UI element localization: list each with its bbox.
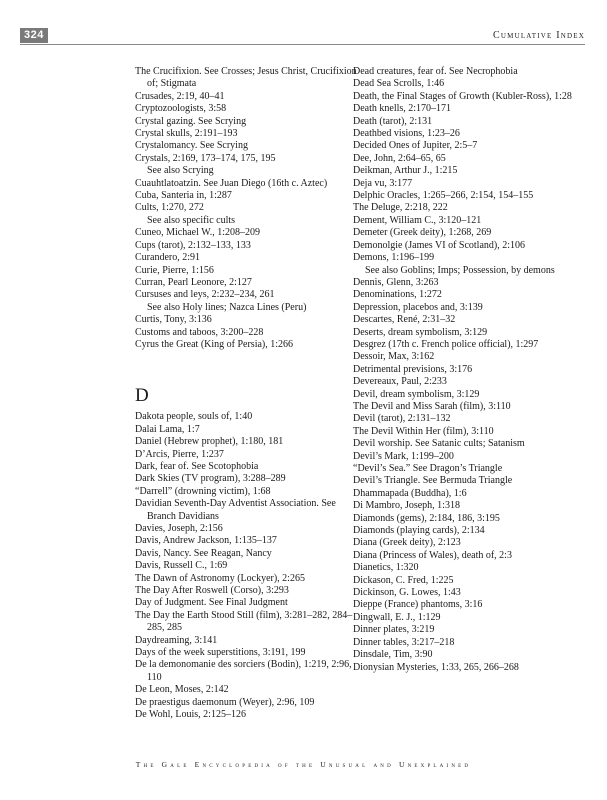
- index-entry: Demons, 1:196–199: [353, 252, 435, 264]
- index-entry: Crystal gazing. See Scrying: [135, 115, 247, 127]
- index-entry: Davidian Seventh-Day Adventist Association. See Branch Davidians: [135, 498, 336, 522]
- index-entry: Death knells, 2:170–171: [353, 103, 452, 115]
- index-entry: Cyrus the Great (King of Persia), 1:266: [135, 338, 294, 350]
- index-entry: The Deluge, 2:218, 222: [353, 202, 448, 214]
- index-entry: Demonolgie (James VI of Scotland), 2:106: [353, 239, 526, 251]
- index-entry: Curtis, Tony, 3:136: [135, 314, 212, 326]
- index-entry: Daniel (Hebrew prophet), 1:180, 181: [135, 436, 284, 448]
- page-footer: The Gale Encyclopedia of the Unusual and Unexplained: [135, 760, 472, 769]
- index-entry: Day of Judgment. See Final Judgment: [135, 597, 288, 609]
- index-entry: “Devil’s Sea.” See Dragon’s Triangle: [353, 463, 503, 474]
- index-entry: Diamonds (gems), 2:184, 186, 3:195: [353, 512, 500, 524]
- index-entry: Days of the week superstitions, 3:191, 199: [135, 647, 306, 659]
- index-entry: Detrimental previsions, 3:176: [353, 363, 473, 375]
- index-entry: Dakota people, souls of, 1:40: [135, 411, 253, 423]
- index-entry: The Crucifixion. See Crosses; Jesus Christ, Crucifixion of; Stigmata: [135, 66, 357, 90]
- index-entry: Dessoir, Max, 3:162: [353, 351, 435, 363]
- index-entry: Deikman, Arthur J., 1:215: [353, 165, 458, 177]
- index-entry: Curran, Pearl Leonore, 2:127: [135, 276, 252, 288]
- index-entry: The Devil and Miss Sarah (film), 3:110: [353, 400, 511, 412]
- left-column: [135, 66, 365, 722]
- running-head-title: Cumulative Index: [493, 30, 585, 41]
- index-entry: Cryptozoologists, 3:58: [135, 103, 227, 115]
- index-entry: Crusades, 2:19, 40–41: [135, 90, 225, 102]
- index-entry: Delphic Oracles, 1:265–266, 2:154, 154–155: [353, 190, 534, 202]
- index-entry: The Day After Roswell (Corso), 3:293: [135, 585, 289, 597]
- index-entry: Devil’s Mark, 1:199–200: [353, 450, 454, 462]
- see-also-entry: See also Holy lines; Nazca Lines (Peru): [147, 301, 307, 313]
- index-entry: Dickason, C. Fred, 1:225: [353, 574, 454, 586]
- index-entry: Di Mambro, Joseph, 1:318: [353, 500, 460, 512]
- index-entry: Cuba, Santeria in, 1:287: [135, 190, 232, 202]
- index-entry: De Wohl, Louis, 2:125–126: [135, 709, 246, 721]
- index-entry: Davis, Andrew Jackson, 1:135–137: [135, 535, 277, 547]
- see-also-entry: See also Scrying: [147, 165, 214, 177]
- index-entry: Dionysian Mysteries, 1:33, 265, 266–268: [353, 661, 519, 673]
- index-entry: Devil, dream symbolism, 3:129: [353, 388, 480, 400]
- index-entry: Dickinson, G. Lowes, 1:43: [353, 587, 461, 599]
- index-entry: Curie, Pierre, 1:156: [135, 264, 214, 276]
- index-entry: Decided Ones of Jupiter, 2:5–7: [353, 140, 478, 152]
- index-entry: Devil worship. See Satanic cults; Satanism: [353, 438, 525, 450]
- index-entry: Dinsdale, Tim, 3:90: [353, 649, 433, 661]
- index-entry: Diamonds (playing cards), 2:134: [353, 525, 485, 537]
- header-rule: [20, 44, 585, 45]
- index-entry: Dhammapada (Buddha), 1:6: [353, 487, 467, 499]
- index-entry: Dingwall, E. J., 1:129: [353, 611, 441, 623]
- section-letter-heading: D: [135, 385, 149, 407]
- index-entry: Death (tarot), 2:131: [353, 115, 433, 127]
- page-header: [20, 28, 585, 43]
- index-entry: Crystal skulls, 2:191–193: [135, 128, 238, 140]
- index-entry: The Devil Within Her (film), 3:110: [353, 425, 494, 437]
- index-entry: Dead creatures, fear of. See Necrophobia: [353, 66, 518, 77]
- index-entry: Crystals, 2:169, 173–174, 175, 195: [135, 152, 276, 164]
- index-entry: Dieppe (France) phantoms, 3:16: [353, 599, 483, 611]
- index-entry: De praestigus daemonum (Weyer), 2:96, 109: [135, 696, 315, 708]
- index-entry: Devereaux, Paul, 2:233: [353, 376, 447, 388]
- index-entry: Curandero, 2:91: [135, 252, 200, 264]
- index-entry: Cups (tarot), 2:132–133, 133: [135, 239, 251, 251]
- index-entry: De la demonomanie des sorciers (Bodin), 1:219, 2:96, 110: [135, 659, 352, 683]
- index-entry: Dark Skies (TV program), 3:288–289: [135, 473, 286, 485]
- index-entry: “Darrell” (drowning victim), 1:68: [135, 485, 271, 497]
- see-also-entry: See also specific cults: [147, 214, 236, 226]
- index-entry: Davis, Russell C., 1:69: [135, 560, 228, 572]
- index-entry: Dement, William C., 3:120–121: [353, 214, 482, 226]
- index-entry: Cuauhtlatoatzin. See Juan Diego (16th c. Aztec): [135, 177, 328, 189]
- index-entry: De Leon, Moses, 2:142: [135, 684, 229, 696]
- index-entry: Demeter (Greek deity), 1:268, 269: [353, 227, 492, 239]
- index-entry: Desgrez (17th c. French police official), 1:297: [353, 338, 539, 350]
- index-entry: The Dawn of Astronomy (Lockyer), 2:265: [135, 572, 305, 584]
- index-entry: Diana (Princess of Wales), death of, 2:3: [353, 549, 512, 561]
- index-entry: Death, the Final Stages of Growth (Kubler-Ross), 1:28: [353, 90, 572, 102]
- index-entry: Devil’s Triangle. See Bermuda Triangle: [353, 475, 513, 487]
- index-entry: Customs and taboos, 3:200–228: [135, 326, 264, 338]
- index-entry: Denominations, 1:272: [353, 289, 442, 301]
- index-entry: Dinner tables, 3:217–218: [353, 636, 455, 648]
- index-entry: Dee, John, 2:64–65, 65: [353, 152, 446, 164]
- index-entry: Dark, fear of. See Scotophobia: [135, 460, 259, 472]
- index-entry: Dead Sea Scrolls, 1:46: [353, 78, 445, 90]
- index-entry: Dalai Lama, 1:7: [135, 423, 200, 435]
- see-also-entry: See also Goblins; Imps; Possession, by demons: [365, 264, 555, 276]
- index-entry: D’Arcis, Pierre, 1:237: [135, 448, 224, 460]
- right-column: [353, 66, 583, 674]
- index-entry: The Day the Earth Stood Still (film), 3:281–282, 284–285, 285: [135, 609, 353, 634]
- index-entry: Cults, 1:270, 272: [135, 202, 204, 214]
- index-entry: Depression, placebos and, 3:139: [353, 301, 483, 313]
- page-number: 324: [20, 28, 48, 43]
- index-entry: Daydreaming, 3:141: [135, 634, 218, 646]
- index-entry: Dinner plates, 3:219: [353, 624, 435, 636]
- index-entry: Devil (tarot), 2:131–132: [353, 413, 451, 425]
- index-entry: Diana (Greek deity), 2:123: [353, 537, 461, 549]
- index-entry: Davies, Joseph, 2:156: [135, 523, 223, 534]
- index-entry: Dennis, Glenn, 3:263: [353, 276, 439, 288]
- index-entry: Deserts, dream symbolism, 3:129: [353, 326, 488, 338]
- index-entry: Davis, Nancy. See Reagan, Nancy: [135, 547, 272, 559]
- index-entry: Descartes, René, 2:31–32: [353, 314, 456, 326]
- index-entry: Crystalomancy. See Scrying: [135, 140, 248, 152]
- index-entry: Dianetics, 1:320: [353, 562, 419, 574]
- index-entry: Deathbed visions, 1:23–26: [353, 128, 460, 140]
- index-entry: Cuneo, Michael W., 1:208–209: [135, 227, 260, 239]
- index-entry: Cursuses and leys, 2:232–234, 261: [135, 289, 275, 301]
- index-entry: Deja vu, 3:177: [353, 177, 413, 189]
